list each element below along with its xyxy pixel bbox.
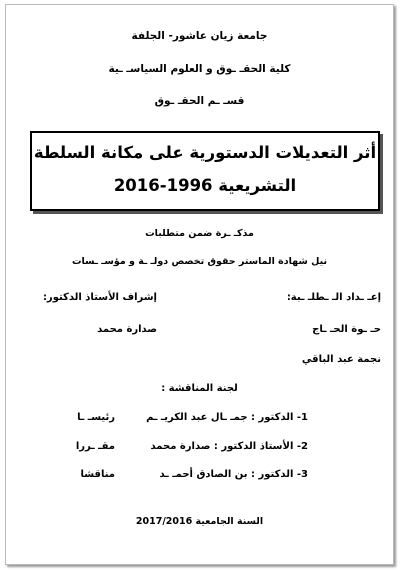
student-name-1: حـ ـوة الحـ ـاج	[312, 324, 381, 335]
supervisor-label: إشراف الأستاذ الدكتور:	[42, 292, 157, 303]
document-page	[5, 4, 394, 565]
faculty-name: كلية الحقـ ـوق و العلوم السياسـ ـية	[108, 63, 291, 75]
prepared-by-label: إعـ ـداد الـ ـطلـ ـبة:	[286, 292, 381, 303]
thesis-title-line-2: التشريعية 1996-2016	[113, 176, 297, 195]
memo-line-2: نيل شهادة الماستر حقوق تخصص دولـ ـة و مؤسـ ـسات	[71, 256, 328, 267]
memo-line-1: مذكـ ـرة ضمن متطلبات	[145, 228, 254, 239]
committee-member-1: 1- الدكتور : جمـ ـال عبد الكريـ ـم	[146, 412, 308, 423]
committee-heading: لجنة المناقشة :	[161, 383, 238, 394]
committee-role-1: رئيسـ ـا	[77, 412, 115, 423]
committee-member-2: 2- الأستاذ الدكتور : صدارة محمد	[150, 441, 308, 452]
thesis-title-line-1: أثر التعديلات الدستورية على مكانة السلطة	[33, 143, 377, 162]
student-name-2: نجمة عبد الباقي	[301, 354, 381, 365]
university-name: جامعة زيان عاشور- الجلفة	[131, 30, 268, 42]
department-name: قسـ ـم الحقـ ـوق	[154, 95, 245, 107]
supervisor-name: صدارة محمد	[97, 324, 157, 335]
committee-role-3: مناقشا	[80, 469, 115, 480]
committee-member-3: 3- الدكتور : بن الصادق أحمـ ـد	[159, 469, 308, 480]
title-box	[30, 131, 380, 211]
academic-year: السنة الجامعية 2017/2016	[135, 516, 264, 527]
committee-role-2: مقـ ـررا	[75, 441, 115, 452]
